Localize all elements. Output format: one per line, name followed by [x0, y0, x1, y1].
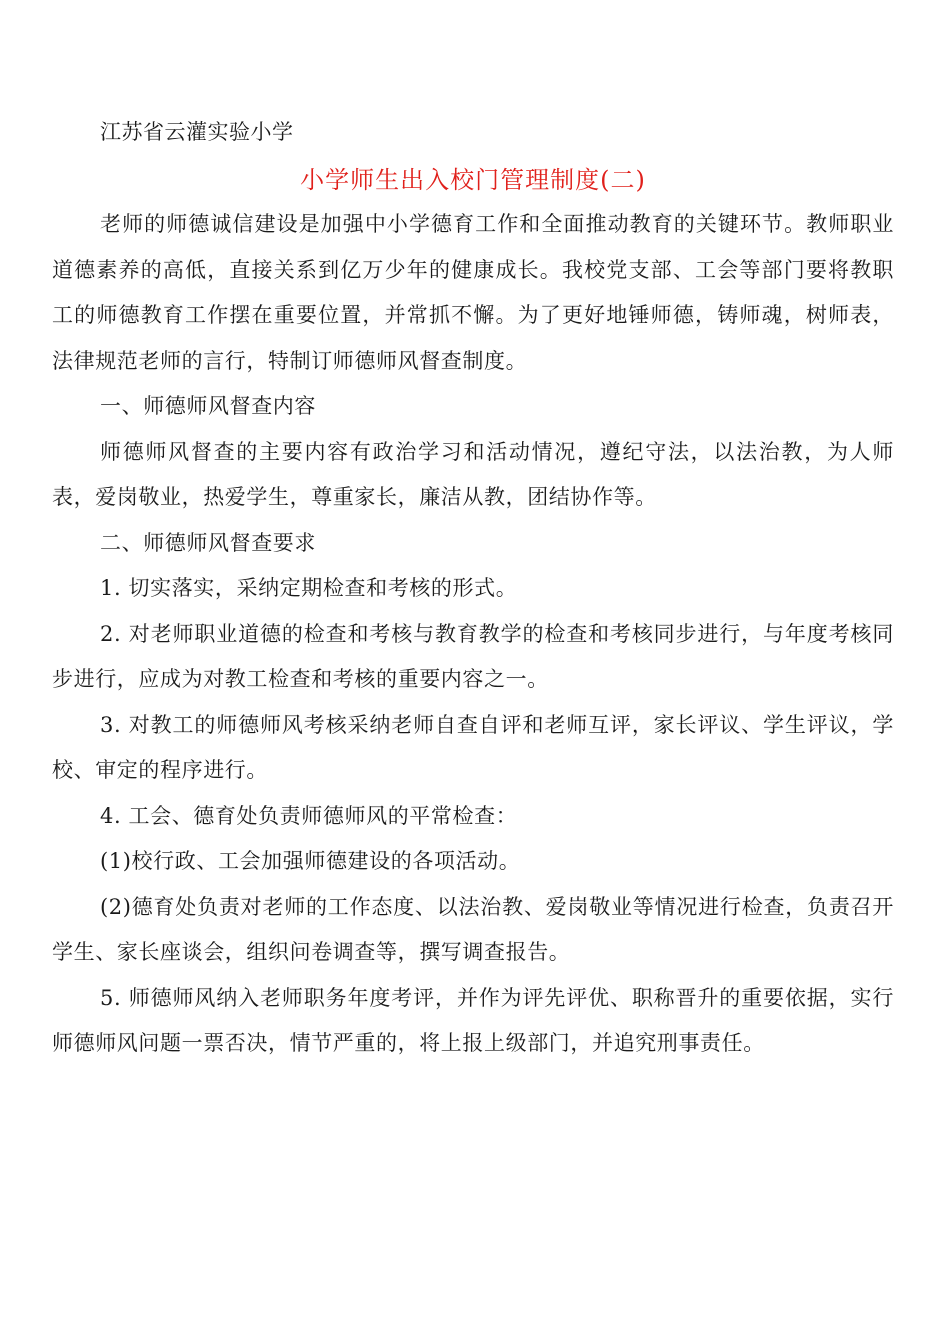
requirement-item-3: 3. 对教工的师德师风考核采纳老师自查自评和老师互评，家长评议、学生评议，学校、审定的程序进行。 [52, 712, 894, 782]
paragraph-content: 师德师风督查的主要内容有政治学习和活动情况，遵纪守法，以法治教，为人师表，爱岗敬业，热爱学生，尊重家长，廉洁从教，团结协作等。 [52, 439, 894, 509]
section-heading-content: 一、师德师风督查内容 [100, 394, 316, 418]
requirement-item-2: 2. 对老师职业道德的检查和考核与教育教学的检查和考核同步进行，与年度考核同步进行，应成为对教工检查和考核的重要内容之一。 [52, 621, 894, 691]
document-title: 小学师生出入校门管理制度(二) [300, 166, 646, 194]
section-heading-requirements: 二、师德师风督查要求 [100, 530, 316, 555]
requirement-item-1: 1. 切实落实，采纳定期检查和考核的形式。 [100, 576, 518, 600]
document-page [52, 112, 894, 1067]
paragraph-intro: 老师的师德诚信建设是加强中小学德育工作和全面推动教育的关键环节。教师职业道德素养的高低，直接关系到亿万少年的健康成长。我校党支部、工会等部门要将教职工的师德教育工作摆在重要位置，并常抓不懈。为了更好地锤师德，铸师魂，树师表，法律规范老师的言行，特制订师德师风督查制度。 [52, 212, 894, 373]
requirement-subitem-2: (2)德育处负责对老师的工作态度、以法治教、爱岗敬业等情况进行检查，负责召开学生、家长座谈会，组织问卷调查等，撰写调查报告。 [52, 894, 894, 964]
requirement-item-5: 5. 师德师风纳入老师职务年度考评，并作为评先评优、职称晋升的重要依据，实行师德师风问题一票否决，情节严重的，将上报上级部门，并追究刑事责任。 [52, 985, 894, 1055]
school-name: 江苏省云灌实验小学 [100, 120, 294, 144]
requirement-item-4: 4. 工会、德育处负责师德师风的平常检查： [100, 803, 518, 828]
requirement-subitem-1: (1)校行政、工会加强师德建设的各项活动。 [100, 849, 521, 873]
